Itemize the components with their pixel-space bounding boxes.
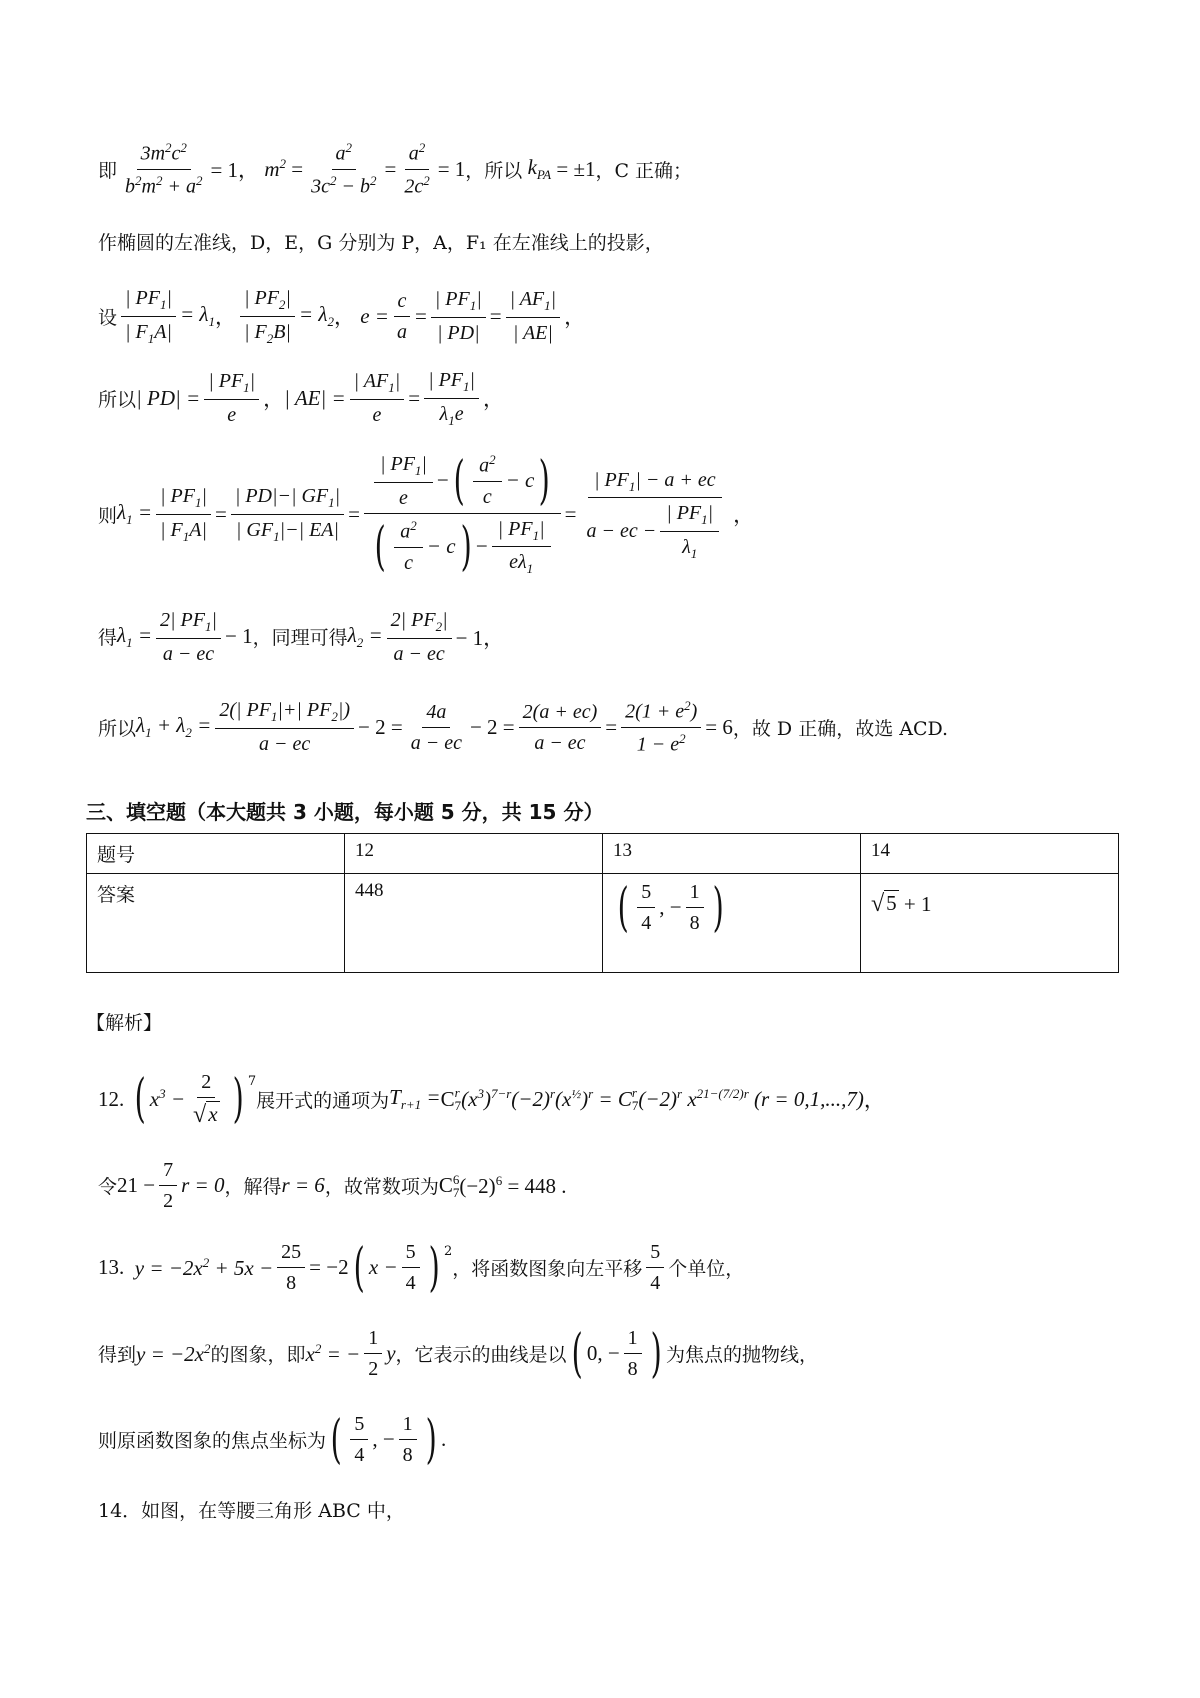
table-header-row: [87, 834, 1119, 874]
q13b-mid2: ，它表示的曲线是以: [395, 1344, 567, 1366]
fraction: $\frac{| PF_1|}{| F_1A|}$: [156, 484, 211, 544]
formula-line-1: 即 $\frac{3m^2c^2}{b^2m^2 + a^2}$ = 1， $m^2$ = $\frac{a^2}{3c^2 - b^2}$ = $\frac{a^2}{2c^2}$ = 1 ，所以 $k_{PA}$ = ±1 ，C 正确；: [98, 140, 693, 198]
q12-text: 展开式的通项为: [256, 1089, 390, 1112]
fraction: $\frac{2| PF_1|}{a - ec}$: [156, 608, 221, 666]
fraction: $\frac{| PF_1|}{| PD|}$: [431, 287, 486, 345]
q13b-tail: 为焦点的抛物线，: [665, 1344, 818, 1366]
fraction: $\frac{2(| PF_1|+| PF_2|)}{a - ec}$: [215, 698, 354, 756]
q12b-prefix: 令: [98, 1176, 118, 1198]
line1-prefix: 即: [98, 159, 118, 182]
q13c-line: 则原函数图象的焦点坐标为 ( $\frac{5}{4}$ , − $\frac{1}{8}$ ) .: [98, 1409, 447, 1470]
q12-line: 12. ( $x^3$ − 2 √ x ) $^7$ 展开式的通项为 $T_{r+1}$ = C r 7 $(x^3)^{7-r}(-2)^r(x^{\frac{1}{2}})^r = C$ r 7 $(-2)^r$ $x^{21-(7/2)r}$ (r = 0,1,...,7) ，: [98, 1069, 885, 1130]
q14-line: 14．如图，在等腰三角形 ABC 中，: [98, 1500, 405, 1522]
q13-text2: 个单位，: [668, 1258, 745, 1280]
formula-line-3: 设 $\frac{| PF_1|}{| F_1A|}$ = $\lambda_1$ ， $\frac{| PF_2|}{| F_2B|}$ = $\lambda_2$ ， e = $\frac{c}{a}$ = $\frac{| PF_1|}{| PD|}$ = $\frac{| AF_1|}{| AE|}$ ，: [98, 287, 586, 346]
line6-mid: ，同理可得: [252, 627, 348, 650]
table-cell: 14: [861, 834, 1119, 874]
q13b-mid: 的图象，即: [210, 1344, 306, 1366]
fraction: $\frac{3m^2c^2}{b^2m^2 + a^2}$: [125, 140, 203, 198]
line1-end: ，所以: [465, 159, 523, 182]
line7-prefix: 所以: [98, 717, 137, 740]
formula-line-4: 所以 | PD| = $\frac{| PF_1|}{e}$ ， | AE| = $\frac{| AF_1|}{e}$ = $\frac{| PF_1|}{\lambda_1e}$ ，: [98, 369, 505, 428]
compound-fraction: | $PF_1| - a$ + ec a − ec − $\frac{| PF_1|}{\lambda_1}$: [580, 468, 729, 562]
q13-text: ，将函数图象向左平移: [452, 1258, 643, 1280]
fraction: $\frac{c}{a}$: [393, 289, 411, 344]
q13-line: 13. $y = -2x^2 + 5x$ − $\frac{25}{8}$ = −2 ( x − $\frac{5}{4}$ ) $^2$ ，将函数图象向左平移 $\frac{5}{4}$ 个单位，: [98, 1237, 745, 1298]
line6-prefix: 得: [98, 627, 118, 650]
q13-number: 13.: [98, 1255, 125, 1279]
fraction: $\frac{a^2}{3c^2 - b^2}$: [311, 140, 377, 198]
compound-fraction: $\frac{| PF_1|}{e}$ − ( $\frac{a^2}{c}$ − c ) ( $\frac{a^2}{c}$ − c ) − $\frac{| PF_1|}{e\lambda_1}$: [364, 452, 561, 577]
formula-line-6: 得 $\lambda_1$ = $\frac{2| PF_1|}{a - ec}$ − 1 ，同理可得 $\lambda_2$ = $\frac{2| PF_2|}{a - ec}$ − 1，: [98, 609, 505, 665]
answer-table: [86, 833, 1119, 973]
table-cell: 题号: [87, 834, 345, 874]
line1-tail: ，C 正确；: [595, 159, 693, 182]
fraction: $\frac{| PD|-| GF_1|}{| GF_1|-| EA|}$: [231, 484, 344, 544]
section-heading: 三、填空题（本大题共 3 小题，每小题 5 分，共 15 分）: [86, 800, 604, 824]
fraction: $\frac{| AF_1|}{e}$: [350, 369, 405, 427]
table-cell: 13: [603, 834, 861, 874]
formula-line-7: 所以 $\lambda_1 + \lambda_2$ = $\frac{2(| PF_1|+| PF_2|)}{a - ec}$ − 2 = $\frac{4a}{a - ec}$ − 2 = $\frac{2(a + ec)}{a - ec}$ = $\frac{2(1 + e^2)}{1 - e^2}$ = 6 ，故 D 正确，故选 ACD.: [98, 698, 949, 756]
fraction: $\frac{| PF_1|}{\lambda_1e}$: [424, 368, 479, 428]
table-cell-answer-13: ( $\frac{5}{4}$ , − $\frac{1}{8}$ ): [603, 874, 861, 973]
line4-prefix: 所以: [98, 388, 137, 411]
table-cell-answer-14: √ 5 + 1: [861, 874, 1119, 973]
fraction: $\frac{2(1 + e^2)}{1 - e^2}$: [621, 698, 701, 756]
q12b-mid2: ，故常数项为: [324, 1176, 439, 1198]
fraction: $\frac{4a}{a - ec}$: [410, 700, 462, 754]
fraction: $\frac{2| PF_2|}{a - ec}$: [387, 608, 452, 666]
line7-tail: ，故 D 正确，故选 ACD.: [732, 717, 949, 740]
q12-number: 12.: [98, 1086, 125, 1111]
line3-prefix: 设: [98, 306, 118, 329]
q13c-text: 则原函数图象的焦点坐标为: [98, 1430, 327, 1452]
q13b-prefix: 得到: [98, 1344, 137, 1366]
fraction: $\frac{| PF_1|}{| F_1A|}$: [121, 286, 176, 346]
text-line-2: 作椭圆的左准线，D，E，G 分别为 P，A，F₁ 在左准线上的投影，: [98, 232, 664, 254]
fraction: $\frac{2(a + ec)}{a - ec}$: [519, 700, 602, 755]
table-row: [87, 874, 1119, 973]
q12b-line: 令 21 − $\frac{7}{2}$ r = 0 ，解得 r = 6 ，故常数项为 C 6 7 $(-2)^6 = 448$ .: [98, 1159, 567, 1212]
q13b-line: 得到 $y = -2x^2$ 的图象，即 $x^2$ = − $\frac{1}{2}$ y ，它表示的曲线是以 ( 0, − $\frac{1}{8}$ ) 为焦点的抛物线，: [98, 1323, 818, 1384]
line5-prefix: 则: [98, 504, 118, 527]
table-cell: 448: [345, 874, 603, 973]
fraction: $\frac{a^2}{2c^2}$: [404, 140, 430, 198]
fraction: $\frac{| PF_2|}{| F_2B|}$: [240, 286, 295, 346]
table-cell: 12: [345, 834, 603, 874]
q12b-mid: ，解得: [224, 1176, 282, 1198]
formula-line-5: 则 $\lambda_1$ = $\frac{| PF_1|}{| F_1A|}$ = $\frac{| PD|-| GF_1|}{| GF_1|-| EA|}$ = $\frac{| PF_1|}{e}$ − ( $\frac{a^2}{c}$ − c ) ( $\frac{a^2}{c}$ − c ) − $\frac{| PF_1|}{e\lambda_1}$ = | $PF_1| - a$ + ec a − ec − $\frac{| PF_1|}{\lambda_1}$ ，: [98, 450, 755, 577]
analysis-label: 【解析】: [86, 1012, 163, 1034]
fraction: $\frac{| AF_1|}{| AE|}$: [506, 287, 561, 345]
table-cell: 答案: [87, 874, 345, 973]
fraction: $\frac{| PF_1|}{e}$: [204, 369, 259, 427]
